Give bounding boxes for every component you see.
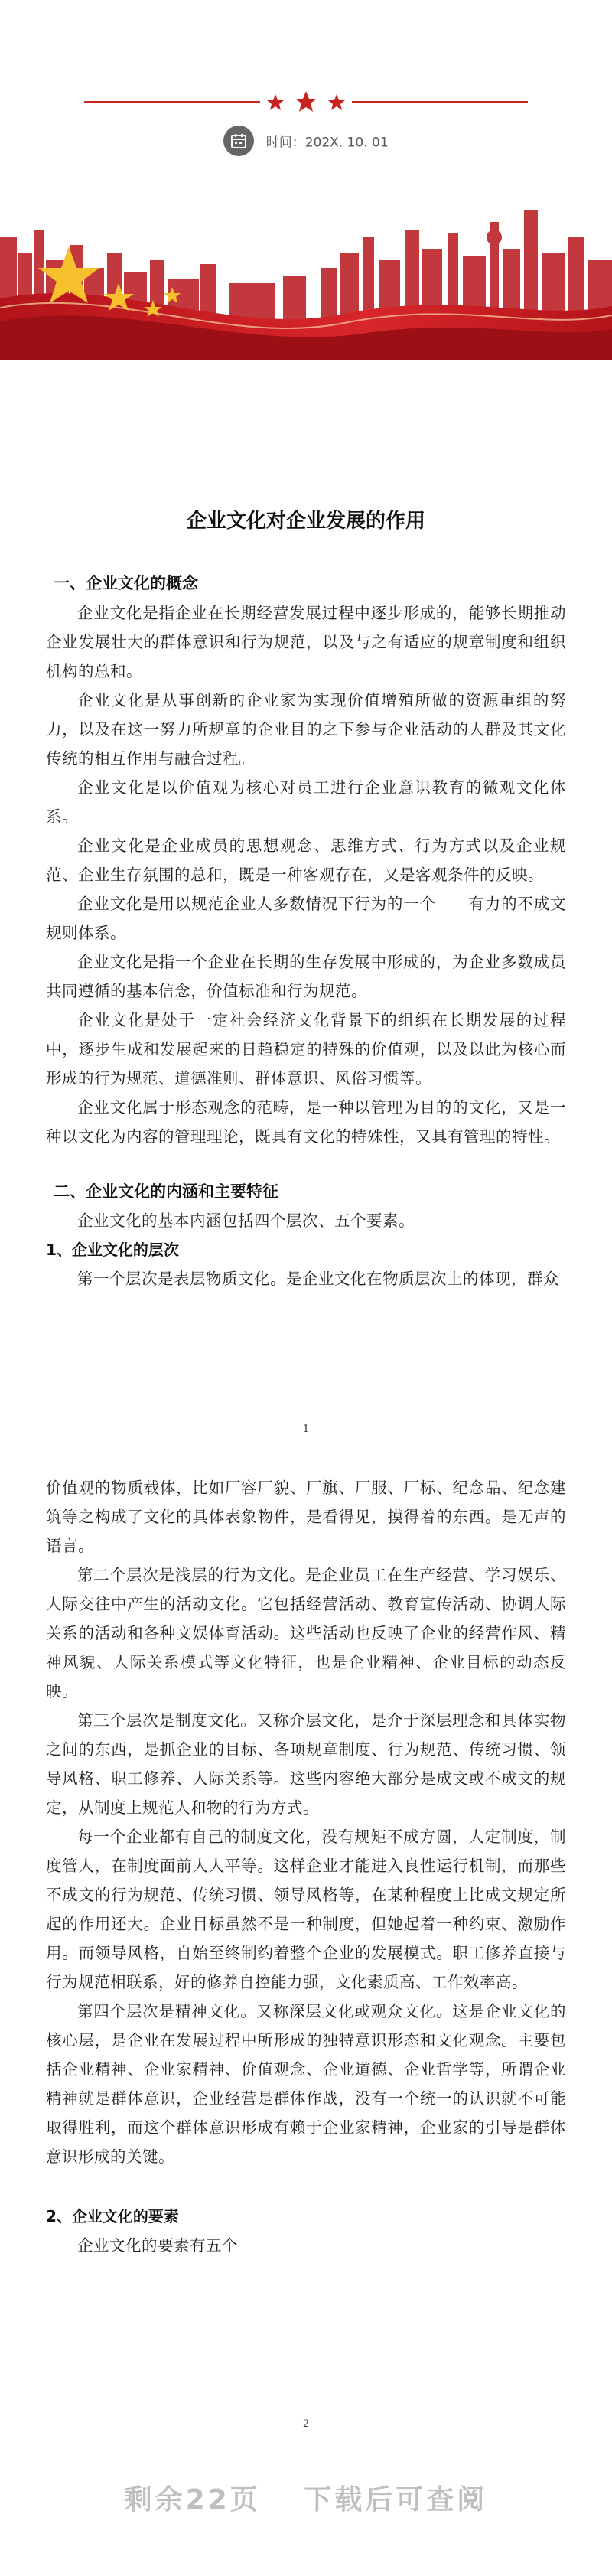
- paragraph: 第三个层次是制度文化。又称介层文化，是介于深层理念和具体实物之间的东西，是抓企业的目标、各项规章制度、行为规范、传统习惯、领导风格、职工修养、人际关系等。这些内容绝大部分是成文或不成文的规定，从制度上规范人和物的行为方式。: [46, 1711, 566, 1817]
- page-number: 2: [302, 2418, 310, 2430]
- paragraph: 企业文化的基本内涵包括四个层次、五个要素。: [77, 1211, 415, 1230]
- paragraph: 企业文化是处于一定社会经济文化背景下的组织在长期发展的过程中，逐步生成和发展起来的日趋稳定的特殊的价值观，以及以此为核心而形成的行为规范、道德准则、群体意识、风俗习惯等。: [46, 1011, 566, 1087]
- paragraph: 第二个层次是浅层的行为文化。是企业员工在生产经营、学习娱乐、人际交往中产生的活动文化。它包括经营活动、教育宣传活动、协调人际关系的活动和各种文娱体育活动。这些活动也反映了企业的经营作风、精神风貌、人际关系模式等文化特征，也是企业精神、企业目标的动态反映。: [46, 1566, 566, 1700]
- paragraph: 企业文化属于形态观念的范畴，是一种以管理为目的的文化，又是一种以文化为内容的管理理论，既具有文化的特殊性，又具有管理的特性。: [46, 1098, 566, 1146]
- divider-line-left: [84, 101, 260, 103]
- page-2-body: [46, 1473, 566, 2260]
- paragraph: 每一个企业都有自己的制度文化，没有规矩不成方圆，人定制度，制度管人，在制度面前人人平等。这样企业才能进入良性运行机制，而那些不成文的行为规范、传统习惯、领导风格等，在某种程度上比成文规定所起的作用还大。企业目标虽然不是一种制度，但她起着一种约束、激励作用。而领导风格，自始至终制约着整个企业的发展模式。职工修养直接与行为规范相联系，好的修养自控能力强，文化素质高、工作效率高。: [46, 1828, 566, 1991]
- subsection-2-heading: 2、企业文化的要素: [46, 2207, 179, 2225]
- section-2-heading: 二、企业文化的内涵和主要特征: [54, 1182, 278, 1201]
- publish-time: 时间：202X. 10. 01: [265, 135, 389, 151]
- divider-line-right: [352, 101, 528, 103]
- paragraph: 第四个层次是精神文化。又称深层文化或观众文化。这是企业文化的核心层，是企业在发展过程中所形成的独特意识形态和文化观念。主要包括企业精神、企业家精神、价值观念、企业道德、企业哲学等，所谓企业精神就是群体意识，企业经营是群体作战，没有一个统一的认识就不可能取得胜利，而这个群体意识形成有赖于企业家精神，企业家的引导是群体意识形成的关键。: [46, 2002, 566, 2166]
- paragraph: 价值观的物质载体，比如厂容厂貌、厂旗、厂服、厂标、纪念品、纪念建筑等之构成了文化的具体表象物件，是看得见，摸得着的东西。是无声的语言。: [46, 1479, 566, 1555]
- paragraph: 企业文化的要素有五个: [77, 2236, 238, 2255]
- star-icon: [260, 90, 352, 113]
- section-1-heading: 一、企业文化的概念: [54, 574, 198, 592]
- calendar-icon: [223, 126, 254, 156]
- subsection-1-heading: 1、企业文化的层次: [46, 1241, 179, 1259]
- page-number: 1: [302, 1423, 310, 1435]
- city-skyline-banner: [0, 207, 612, 360]
- header-banner: [0, 0, 612, 367]
- paragraph: 企业文化是指一个企业在长期的生存发展中形成的，为企业多数成员共同遵循的基本信念，价值标准和行为规范。: [46, 953, 566, 1000]
- document-title: 企业文化对企业发展的作用: [186, 510, 425, 533]
- time-row: [0, 126, 612, 156]
- paragraph: 企业文化是以价值观为核心对员工进行企业意识教育的微观文化体系。: [46, 778, 566, 826]
- page-1-body: [46, 568, 566, 1293]
- paragraph: 企业文化是从事创新的企业家为实现价值增殖所做的资源重组的努力，以及在这一努力所规章的企业目的之下参与企业活动的人群及其文化传统的相互作用与融合过程。: [46, 691, 566, 768]
- stars-divider: [0, 90, 612, 113]
- download-prompt[interactable]: 剩余22页 下载后可查阅: [124, 2484, 488, 2516]
- paragraph: 企业文化是指企业在长期经营发展过程中逐步形成的，能够长期推动企业发展壮大的群体意识和行为规范，以及与之有适应的规章制度和组织机构的总和。: [46, 604, 566, 680]
- paragraph: 第一个层次是表层物质文化。是企业文化在物质层次上的体现，群众: [77, 1270, 559, 1288]
- paragraph: 企业文化是用以规范企业人多数情况下行为的一个 有力的不成文规则体系。: [46, 895, 566, 942]
- paragraph: 企业文化是企业成员的思想观念、思维方式、行为方式以及企业规范、企业生存氛围的总和，既是一种客观存在，又是客观条件的反映。: [46, 836, 566, 884]
